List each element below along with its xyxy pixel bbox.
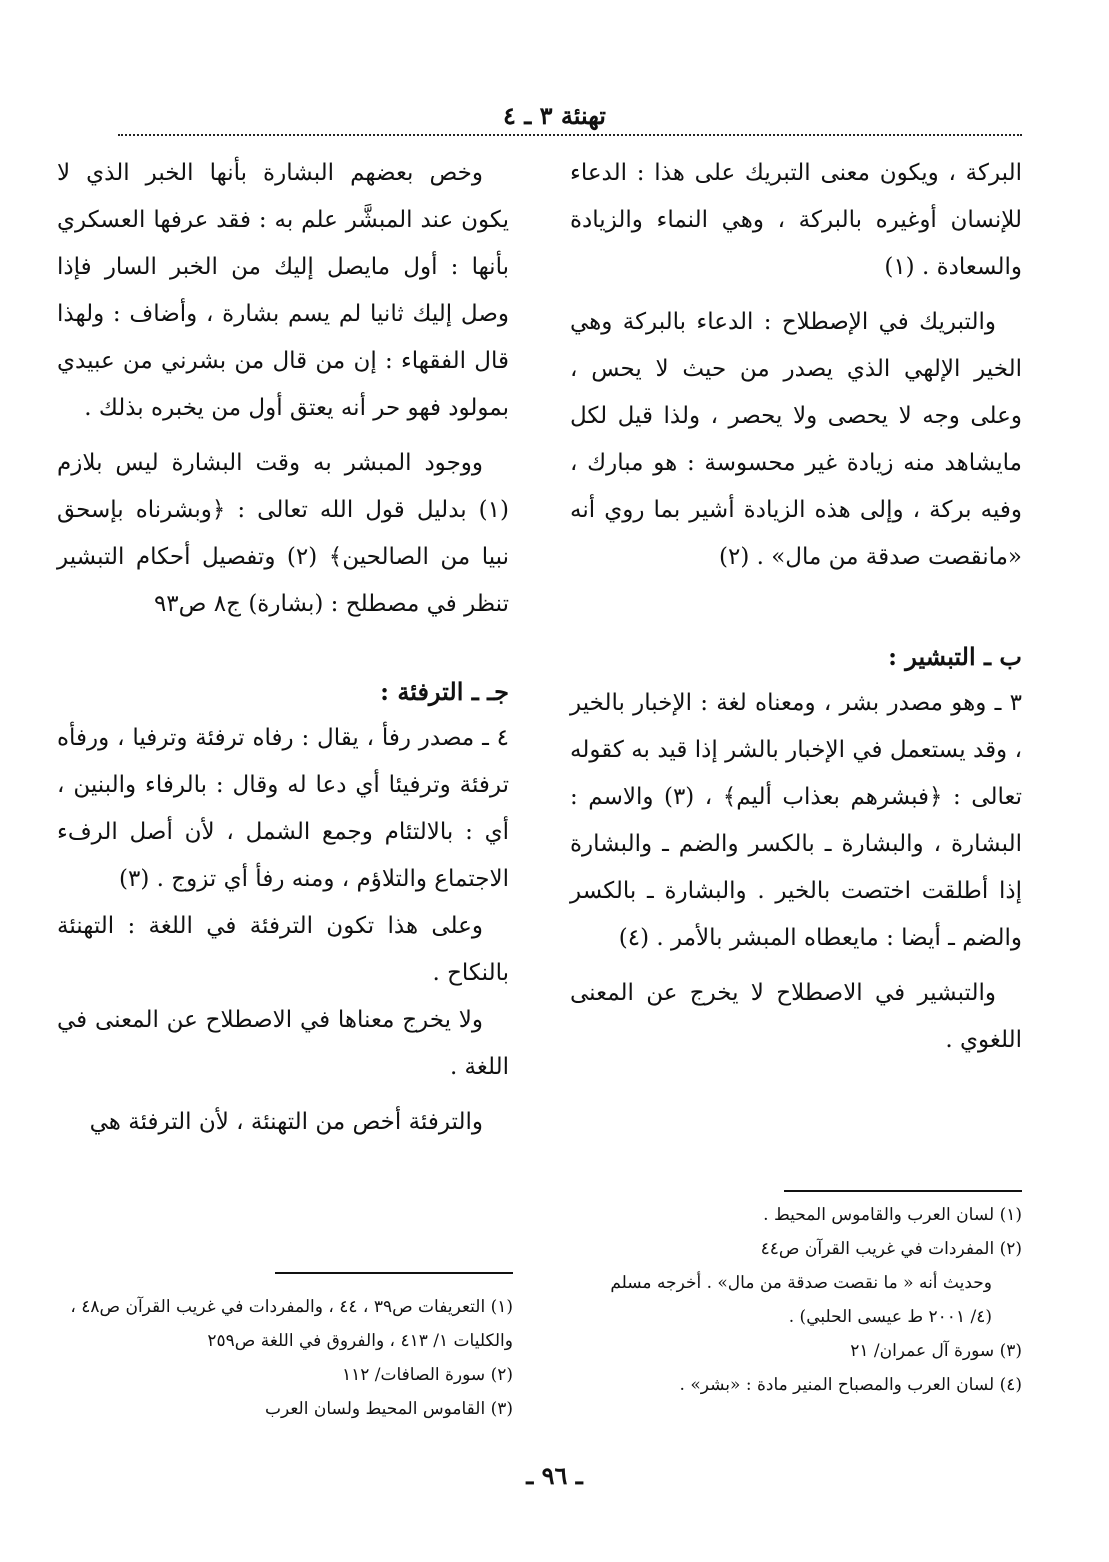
footnote-rule-right: [784, 1190, 1022, 1192]
footnotes-left: [57, 1290, 513, 1426]
paragraph: ٤ ـ مصدر رفأ ، يقال : رفاه ترفئة وترفيا ، ورفأه ترفئة وترفيئا أي دعا له وقال : بالرفاء والبنين ، أي : بالالتئام وجمع الشمل ، لأن أصل الرفء الاجتماع والتلاؤم ، ومنه رفأ أي تزوج . (٣): [57, 725, 509, 892]
header-dotted-rule: [118, 134, 1022, 136]
section-heading: ب ـ التبشير :: [888, 642, 1022, 671]
running-header: تهنئة ٣ ـ ٤: [503, 101, 606, 130]
paragraph: ووجود المبشر به وقت البشارة ليس بلازم (١) بدليل قول الله تعالى : ﴿وبشرناه بإسحق نبيا من الصالحين﴾ (٢) وتفصيل أحكام التبشير تنظر في مصطلح : (بشارة) ج٨ ص٩٣: [57, 450, 510, 617]
spacer: [57, 628, 509, 668]
footnotes-right: [570, 1198, 1022, 1402]
footnote: (٢) سورة الصافات/ ١١٢: [341, 1365, 513, 1385]
footnote-rule-left: [275, 1272, 513, 1274]
paragraph: وخص بعضهم البشارة بأنها الخبر الذي لا يكون عند المبشَّر علم به : فقد عرفها العسكري بأنها : أول مايصل إليك من الخبر السار فإذا وصل إليك ثانيا لم يسم بشارة ، وأضاف : ولهذا قال الفقهاء : إن من قال من بشرني من عبيدي بمولود فهو حر أنه يعتق أول من يخبره بذلك .: [57, 160, 509, 421]
right-column: [570, 150, 1022, 1064]
left-column: [57, 150, 509, 1146]
footnote: (٢) المفردات في غريب القرآن ص٤٤: [760, 1239, 1022, 1259]
footnote: (٤) لسان العرب والمصباح المنير مادة : «بشر» .: [679, 1375, 1022, 1395]
paragraph: ٣ ـ وهو مصدر بشر ، ومعناه لغة : الإخبار بالخير ، وقد يستعمل في الإخبار بالشر إذا قيد به كقوله تعالى : ﴿فبشرهم بعذاب أليم﴾ ، (٣) والاسم : البشارة ، والبشارة ـ بالكسر والضم ـ والبشارة إذا أطلقت اختصت بالخير . والبشارة ـ بالكسر والضم ـ أيضا : مايعطاه المبشر بالأمر . (٤): [570, 690, 1022, 951]
spacer: [57, 432, 509, 440]
spacer: [570, 581, 1022, 633]
page-number: ـ ٩٦ ـ: [526, 1461, 583, 1490]
footnote: (١) لسان العرب والقاموس المحيط .: [763, 1205, 1022, 1225]
section-heading: جـ ـ الترفئة :: [380, 677, 509, 706]
footnote-continuation: وحديث أنه « ما نقصت صدقة من مال» . أخرجه مسلم: [610, 1273, 992, 1293]
paragraph: والتبشير في الاصطلاح لا يخرج عن المعنى اللغوي .: [570, 980, 1022, 1053]
footnote: (٣) سورة آل عمران/ ٢١: [850, 1341, 1022, 1361]
footnote: (٣) القاموس المحيط ولسان العرب: [264, 1399, 513, 1419]
spacer: [57, 1091, 509, 1099]
spacer: [570, 962, 1022, 970]
paragraph: ولا يخرج معناها في الاصطلاح عن المعنى في اللغة .: [57, 1007, 509, 1080]
footnote: (١) التعريفات ص٣٩ ، ٤٤ ، والمفردات في غريب القرآن ص٤٨ ، والكليات ١/ ٤١٣ ، والفروق في اللغة ص٢٥٩: [70, 1297, 513, 1351]
spacer: [570, 291, 1022, 299]
paragraph: وعلى هذا تكون الترفئة في اللغة : التهنئة بالنكاح .: [57, 913, 509, 986]
paragraph: والترفئة أخص من التهنئة ، لأن الترفئة هي: [89, 1109, 483, 1135]
paragraph: والتبريك في الإصطلاح : الدعاء بالبركة وهي الخير الإلهي الذي يصدر من حيث لا يحس ، وعلى وجه لا يحصى ولا يحصر ، ولذا قيل لكل مايشاهد منه زيادة غير محسوسة : هو مبارك ، وفيه بركة ، وإلى هذه الزيادة أشير بما روي أنه «مانقصت صدقة من مال» . (٢): [570, 309, 1022, 570]
paragraph: البركة ، ويكون معنى التبريك على هذا : الدعاء للإنسان أوغيره بالبركة ، وهي النماء والزيادة والسعادة . (١): [570, 160, 1022, 280]
footnote-continuation: (٤/ ٢٠٠١ ط عيسى الحلبي) .: [788, 1307, 992, 1327]
